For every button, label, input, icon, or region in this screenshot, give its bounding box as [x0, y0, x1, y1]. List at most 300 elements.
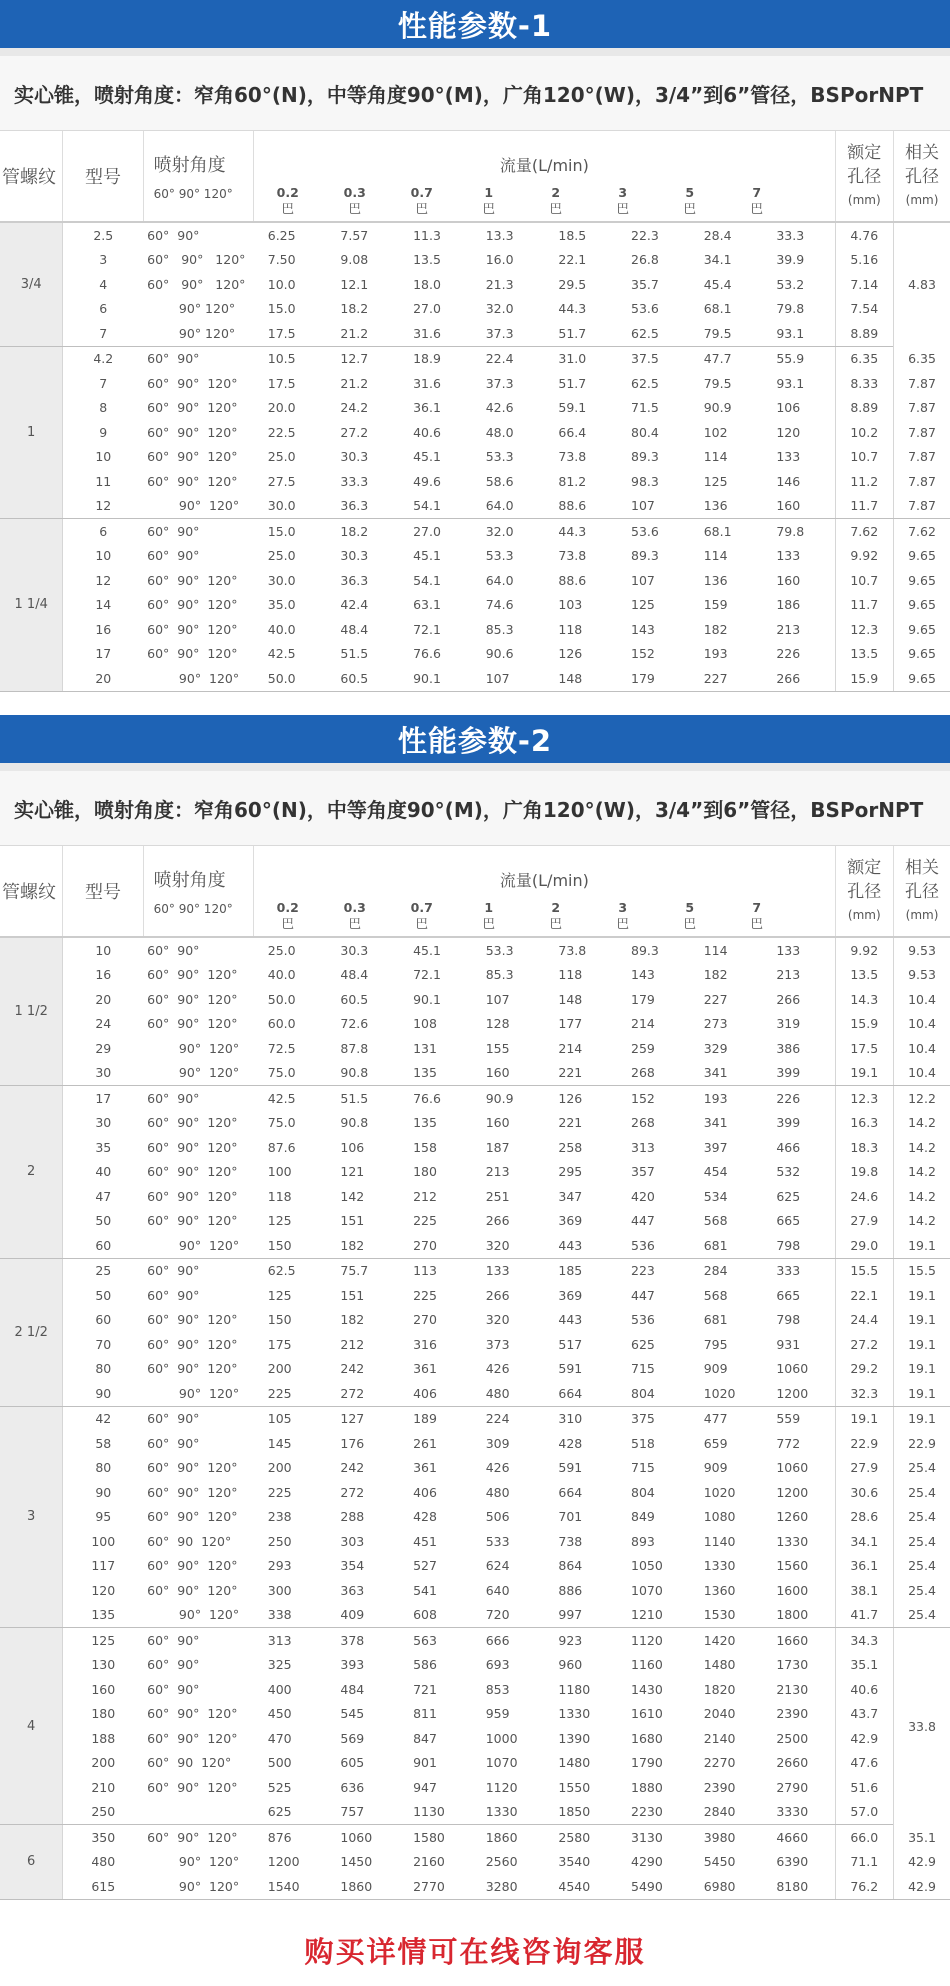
flow-cell: 25.0	[254, 445, 327, 470]
table-row	[0, 1406, 950, 1431]
flow-cell: 1140	[690, 1529, 763, 1554]
model-cell: 35	[63, 1135, 143, 1160]
flow-cell: 22.3	[617, 222, 690, 248]
table-row	[0, 1160, 950, 1185]
flow-cell: 250	[254, 1529, 327, 1554]
flow-cell: 6980	[690, 1874, 763, 1899]
flow-cell: 75.7	[326, 1258, 399, 1283]
flow-cell: 42.4	[326, 593, 399, 618]
table-row	[0, 1431, 950, 1456]
table-row	[0, 519, 950, 544]
flow-cell: 62.5	[617, 321, 690, 346]
flow-cell: 51.7	[544, 371, 617, 396]
flow-cell: 63.1	[399, 593, 472, 618]
flow-cell: 11.3	[399, 222, 472, 248]
model-cell: 60	[63, 1308, 143, 1333]
flow-cell: 284	[690, 1258, 763, 1283]
flow-cell: 923	[544, 1628, 617, 1653]
model-cell: 58	[63, 1431, 143, 1456]
flow-cell: 1160	[617, 1653, 690, 1678]
spray-angle-cell: 60° 90° 120°	[143, 1775, 254, 1800]
header-pressure	[388, 185, 455, 217]
flow-cell: 378	[326, 1628, 399, 1653]
flow-cell: 35.7	[617, 272, 690, 297]
spray-angle-cell: 90° 120°	[143, 1036, 254, 1061]
flow-cell: 7.50	[254, 248, 327, 273]
flow-cell: 1060	[762, 1357, 835, 1382]
related-orifice-cell: 10.4	[894, 1036, 950, 1061]
rated-orifice-cell: 29.2	[835, 1357, 894, 1382]
flow-cell: 591	[544, 1456, 617, 1481]
flow-cell: 2230	[617, 1800, 690, 1825]
pressure-value: 0.7	[410, 185, 433, 200]
flow-cell: 309	[472, 1431, 545, 1456]
rated-orifice-cell: 42.9	[835, 1726, 894, 1751]
flow-cell: 313	[617, 1135, 690, 1160]
flow-cell: 893	[617, 1529, 690, 1554]
rated-orifice-cell: 11.7	[835, 593, 894, 618]
flow-cell: 693	[472, 1653, 545, 1678]
pressure-unit: 巴	[683, 201, 696, 216]
spray-angle-cell: 60° 90° 120°	[143, 1702, 254, 1727]
flow-cell: 6390	[762, 1850, 835, 1875]
flow-cell: 338	[254, 1603, 327, 1628]
flow-cell: 128	[472, 1012, 545, 1037]
header-rated-unit: (mm)	[847, 908, 881, 922]
flow-cell: 189	[399, 1406, 472, 1431]
flow-cell: 361	[399, 1357, 472, 1382]
table-row	[0, 297, 950, 322]
flow-cell: 1820	[690, 1677, 763, 1702]
rated-orifice-cell: 10.7	[835, 445, 894, 470]
flow-cell: 864	[544, 1554, 617, 1579]
flow-cell: 85.3	[472, 617, 545, 642]
pressure-unit: 巴	[348, 916, 361, 931]
flow-cell: 715	[617, 1357, 690, 1382]
flow-cell: 125	[254, 1209, 327, 1234]
header-pressure	[522, 900, 589, 932]
flow-cell: 536	[617, 1233, 690, 1258]
model-cell: 25	[63, 1258, 143, 1283]
flow-cell: 1880	[617, 1775, 690, 1800]
flow-cell: 187	[472, 1135, 545, 1160]
rated-orifice-cell: 13.5	[835, 642, 894, 667]
flow-cell: 347	[544, 1184, 617, 1209]
flow-cell: 182	[326, 1233, 399, 1258]
related-orifice-cell: 19.1	[894, 1308, 950, 1333]
table-row	[0, 1726, 950, 1751]
spray-angle-cell: 60° 90°	[143, 1653, 254, 1678]
flow-cell: 947	[399, 1775, 472, 1800]
flow-cell: 105	[254, 1406, 327, 1431]
rated-orifice-cell: 14.3	[835, 987, 894, 1012]
flow-cell: 533	[472, 1529, 545, 1554]
flow-cell: 2390	[690, 1775, 763, 1800]
rated-orifice-cell: 8.89	[835, 396, 894, 421]
flow-cell: 72.1	[399, 617, 472, 642]
header-flow-label: 流量(L/min)	[499, 871, 589, 890]
flow-cell: 1330	[762, 1529, 835, 1554]
spray-angle-cell: 60° 90° 120°	[143, 593, 254, 618]
table-row	[0, 1800, 950, 1825]
flow-cell: 224	[472, 1406, 545, 1431]
flow-cell: 148	[544, 666, 617, 691]
flow-cell: 534	[690, 1184, 763, 1209]
spray-angle-cell: 60° 90° 120°	[143, 248, 254, 273]
related-orifice-cell: 42.9	[894, 1874, 950, 1899]
header-pressure-list	[254, 900, 834, 932]
related-orifice-cell: 14.2	[894, 1209, 950, 1234]
header-pressure	[589, 900, 656, 932]
table-row	[0, 222, 950, 248]
header-rated-orifice	[835, 131, 894, 222]
rated-orifice-cell: 4.76	[835, 222, 894, 248]
flow-cell: 176	[326, 1431, 399, 1456]
spray-angle-cell: 60° 90° 120°	[143, 1578, 254, 1603]
flow-cell: 182	[690, 963, 763, 988]
pressure-unit: 巴	[549, 201, 562, 216]
related-orifice-cell: 7.87	[894, 371, 950, 396]
flow-cell: 270	[399, 1233, 472, 1258]
flow-cell: 76.6	[399, 642, 472, 667]
pressure-value: 3	[618, 900, 628, 915]
related-orifice-cell: 4.83	[894, 222, 950, 346]
flow-cell: 310	[544, 1406, 617, 1431]
spray-angle-cell: 60° 90 120°	[143, 1529, 254, 1554]
flow-cell: 10.0	[254, 272, 327, 297]
flow-cell: 53.3	[472, 445, 545, 470]
flow-cell: 386	[762, 1036, 835, 1061]
flow-cell: 721	[399, 1677, 472, 1702]
table-row	[0, 445, 950, 470]
table-subtitle: 实心锥，喷射角度：窄角60°(N)，中等角度90°(M)，广角120°(W)，3/4”到6”管径，BSPorNPT	[0, 48, 950, 130]
table-row	[0, 1036, 950, 1061]
rated-orifice-cell: 34.1	[835, 1529, 894, 1554]
flow-cell: 886	[544, 1578, 617, 1603]
table-row	[0, 617, 950, 642]
header-model: 型号	[63, 846, 143, 937]
flow-cell: 79.8	[762, 297, 835, 322]
pressure-unit: 巴	[415, 916, 428, 931]
data-table-wrap	[0, 130, 950, 692]
flow-cell: 428	[399, 1505, 472, 1530]
flow-cell: 185	[544, 1258, 617, 1283]
flow-cell: 51.5	[326, 1086, 399, 1111]
flow-cell: 221	[544, 1111, 617, 1136]
table-row	[0, 248, 950, 273]
flow-cell: 131	[399, 1036, 472, 1061]
table-row	[0, 1702, 950, 1727]
flow-cell: 2560	[472, 1850, 545, 1875]
flow-cell: 876	[254, 1825, 327, 1850]
flow-cell: 45.1	[399, 445, 472, 470]
flow-cell: 270	[399, 1308, 472, 1333]
flow-cell: 135	[399, 1111, 472, 1136]
table-row	[0, 272, 950, 297]
rated-orifice-cell: 24.6	[835, 1184, 894, 1209]
model-cell: 480	[63, 1850, 143, 1875]
related-orifice-cell: 14.2	[894, 1160, 950, 1185]
data-table-wrap	[0, 845, 950, 1900]
flow-cell: 272	[326, 1480, 399, 1505]
table-row	[0, 963, 950, 988]
flow-cell: 53.3	[472, 937, 545, 963]
flow-cell: 636	[326, 1775, 399, 1800]
spray-angle-cell: 60° 90° 120°	[143, 1135, 254, 1160]
rated-orifice-cell: 22.9	[835, 1431, 894, 1456]
header-rated-unit: (mm)	[847, 193, 881, 207]
model-cell: 117	[63, 1554, 143, 1579]
related-orifice-cell: 19.1	[894, 1283, 950, 1308]
flow-cell: 406	[399, 1480, 472, 1505]
header-flow-group	[254, 131, 835, 222]
flow-cell: 901	[399, 1751, 472, 1776]
flow-cell: 1260	[762, 1505, 835, 1530]
thread-size-cell: 1	[0, 346, 63, 519]
rated-orifice-cell: 28.6	[835, 1505, 894, 1530]
flow-cell: 259	[617, 1036, 690, 1061]
flow-cell: 454	[690, 1160, 763, 1185]
flow-cell: 1130	[399, 1800, 472, 1825]
table-row	[0, 1012, 950, 1037]
flow-cell: 273	[690, 1012, 763, 1037]
rated-orifice-cell: 27.9	[835, 1209, 894, 1234]
pressure-unit: 巴	[683, 916, 696, 931]
model-cell: 70	[63, 1332, 143, 1357]
flow-cell: 225	[399, 1283, 472, 1308]
flow-cell: 48.4	[326, 617, 399, 642]
flow-cell: 2840	[690, 1800, 763, 1825]
flow-cell: 450	[254, 1702, 327, 1727]
flow-cell: 100	[254, 1160, 327, 1185]
flow-cell: 226	[762, 642, 835, 667]
model-cell: 17	[63, 642, 143, 667]
table-row	[0, 937, 950, 963]
flow-cell: 53.3	[472, 544, 545, 569]
flow-cell: 113	[399, 1258, 472, 1283]
flow-cell: 79.5	[690, 321, 763, 346]
table-row	[0, 469, 950, 494]
flow-cell: 87.8	[326, 1036, 399, 1061]
flow-cell: 90.9	[472, 1086, 545, 1111]
model-cell: 4	[63, 272, 143, 297]
flow-cell: 40.6	[399, 420, 472, 445]
flow-cell: 79.8	[762, 519, 835, 544]
flow-cell: 121	[326, 1160, 399, 1185]
flow-cell: 32.0	[472, 519, 545, 544]
flow-cell: 295	[544, 1160, 617, 1185]
flow-cell: 42.5	[254, 642, 327, 667]
flow-cell: 568	[690, 1209, 763, 1234]
flow-cell: 49.6	[399, 469, 472, 494]
flow-cell: 73.8	[544, 544, 617, 569]
flow-cell: 160	[762, 568, 835, 593]
flow-cell: 1050	[617, 1554, 690, 1579]
flow-cell: 428	[544, 1431, 617, 1456]
header-model: 型号	[63, 131, 143, 222]
rated-orifice-cell: 19.1	[835, 1061, 894, 1086]
model-cell: 95	[63, 1505, 143, 1530]
flow-cell: 182	[326, 1308, 399, 1333]
flow-cell: 179	[617, 987, 690, 1012]
flow-cell: 2270	[690, 1751, 763, 1776]
rated-orifice-cell: 12.3	[835, 1086, 894, 1111]
flow-cell: 15.0	[254, 297, 327, 322]
flow-cell: 536	[617, 1308, 690, 1333]
spray-angle-cell: 60° 90°	[143, 1677, 254, 1702]
header-angle	[143, 131, 254, 222]
flow-cell: 135	[399, 1061, 472, 1086]
rated-orifice-cell: 34.3	[835, 1628, 894, 1653]
flow-cell: 268	[617, 1061, 690, 1086]
flow-cell: 532	[762, 1160, 835, 1185]
flow-cell: 30.0	[254, 568, 327, 593]
flow-cell: 179	[617, 666, 690, 691]
flow-cell: 193	[690, 1086, 763, 1111]
flow-cell: 89.3	[617, 445, 690, 470]
spray-angle-cell: 60° 90° 120°	[143, 1184, 254, 1209]
flow-cell: 200	[254, 1357, 327, 1382]
flow-cell: 18.0	[399, 272, 472, 297]
model-cell: 47	[63, 1184, 143, 1209]
related-orifice-cell: 19.1	[894, 1332, 950, 1357]
rated-orifice-cell: 8.89	[835, 321, 894, 346]
flow-cell: 1600	[762, 1578, 835, 1603]
flow-cell: 60.5	[326, 987, 399, 1012]
flow-cell: 1200	[762, 1381, 835, 1406]
flow-cell: 53.2	[762, 272, 835, 297]
flow-cell: 160	[472, 1061, 545, 1086]
pressure-value: 7	[752, 185, 762, 200]
table-row	[0, 1775, 950, 1800]
table-row	[0, 1603, 950, 1628]
flow-cell: 150	[254, 1233, 327, 1258]
flow-cell: 102	[690, 420, 763, 445]
spray-angle-cell: 90° 120°	[143, 494, 254, 519]
spray-angle-cell: 60° 90°	[143, 519, 254, 544]
header-pressure	[455, 185, 522, 217]
header-flow-label: 流量(L/min)	[499, 156, 589, 175]
flow-cell: 40.0	[254, 617, 327, 642]
flow-cell: 180	[399, 1160, 472, 1185]
spray-angle-cell: 60° 90°	[143, 544, 254, 569]
flow-cell: 18.2	[326, 297, 399, 322]
rated-orifice-cell: 17.5	[835, 1036, 894, 1061]
flow-cell: 133	[762, 937, 835, 963]
model-cell: 10	[63, 544, 143, 569]
rated-orifice-cell: 32.3	[835, 1381, 894, 1406]
related-orifice-cell: 12.2	[894, 1086, 950, 1111]
flow-cell: 303	[326, 1529, 399, 1554]
header-pressure-list	[254, 185, 834, 217]
flow-cell: 258	[544, 1135, 617, 1160]
flow-cell: 500	[254, 1751, 327, 1776]
flow-cell: 120	[762, 420, 835, 445]
flow-cell: 701	[544, 1505, 617, 1530]
flow-cell: 2660	[762, 1751, 835, 1776]
flow-cell: 1540	[254, 1874, 327, 1899]
flow-cell: 1800	[762, 1603, 835, 1628]
flow-cell: 7.57	[326, 222, 399, 248]
header-pressure	[723, 900, 790, 932]
rated-orifice-cell: 9.92	[835, 544, 894, 569]
flow-cell: 15.0	[254, 519, 327, 544]
related-orifice-cell: 7.87	[894, 469, 950, 494]
spray-angle-cell: 60° 90° 120°	[143, 1111, 254, 1136]
model-cell: 12	[63, 568, 143, 593]
flow-cell: 1330	[544, 1702, 617, 1727]
pressure-value: 0.7	[410, 900, 433, 915]
table-row	[0, 568, 950, 593]
flow-cell: 55.9	[762, 346, 835, 371]
thread-size-cell: 2 1/2	[0, 1258, 63, 1406]
header-rated-line1: 额定	[847, 858, 882, 878]
spray-angle-cell: 60° 90°	[143, 1431, 254, 1456]
flow-cell: 541	[399, 1578, 472, 1603]
flow-cell: 148	[544, 987, 617, 1012]
rated-orifice-cell: 76.2	[835, 1874, 894, 1899]
table-row	[0, 1061, 950, 1086]
spray-angle-cell: 60° 90° 120°	[143, 445, 254, 470]
flow-cell: 126	[544, 1086, 617, 1111]
flow-cell: 36.3	[326, 568, 399, 593]
flow-cell: 313	[254, 1628, 327, 1653]
flow-cell: 31.0	[544, 346, 617, 371]
flow-cell: 136	[690, 568, 763, 593]
flow-cell: 480	[472, 1480, 545, 1505]
related-orifice-cell: 9.65	[894, 617, 950, 642]
related-orifice-cell: 25.4	[894, 1603, 950, 1628]
flow-cell: 451	[399, 1529, 472, 1554]
flow-cell: 4660	[762, 1825, 835, 1850]
flow-cell: 159	[690, 593, 763, 618]
header-related-line1: 相关	[905, 143, 940, 163]
table-row	[0, 1308, 950, 1333]
table-row	[0, 1332, 950, 1357]
flow-cell: 90.6	[472, 642, 545, 667]
related-orifice-cell: 14.2	[894, 1111, 950, 1136]
flow-cell: 1610	[617, 1702, 690, 1727]
spray-angle-cell	[143, 1800, 254, 1825]
flow-cell: 200	[254, 1456, 327, 1481]
spray-angle-cell: 60° 90° 120°	[143, 1160, 254, 1185]
spray-angle-cell: 60° 90°	[143, 1628, 254, 1653]
rated-orifice-cell: 51.6	[835, 1775, 894, 1800]
related-orifice-cell: 25.4	[894, 1554, 950, 1579]
flow-cell: 1390	[544, 1726, 617, 1751]
flow-cell: 18.9	[399, 346, 472, 371]
header-related-line2: 孔径	[905, 167, 940, 187]
flow-cell: 1680	[617, 1726, 690, 1751]
flow-cell: 2500	[762, 1726, 835, 1751]
flow-cell: 447	[617, 1283, 690, 1308]
pressure-value: 0.2	[276, 185, 299, 200]
flow-cell: 18.2	[326, 519, 399, 544]
table-row	[0, 666, 950, 691]
rated-orifice-cell: 22.1	[835, 1283, 894, 1308]
flow-cell: 559	[762, 1406, 835, 1431]
table-row	[0, 1554, 950, 1579]
flow-cell: 25.0	[254, 937, 327, 963]
flow-cell: 960	[544, 1653, 617, 1678]
rated-orifice-cell: 10.7	[835, 568, 894, 593]
flow-cell: 16.0	[472, 248, 545, 273]
model-cell: 188	[63, 1726, 143, 1751]
table-row	[0, 1874, 950, 1899]
flow-cell: 214	[544, 1036, 617, 1061]
flow-cell: 1060	[326, 1825, 399, 1850]
flow-cell: 186	[762, 593, 835, 618]
